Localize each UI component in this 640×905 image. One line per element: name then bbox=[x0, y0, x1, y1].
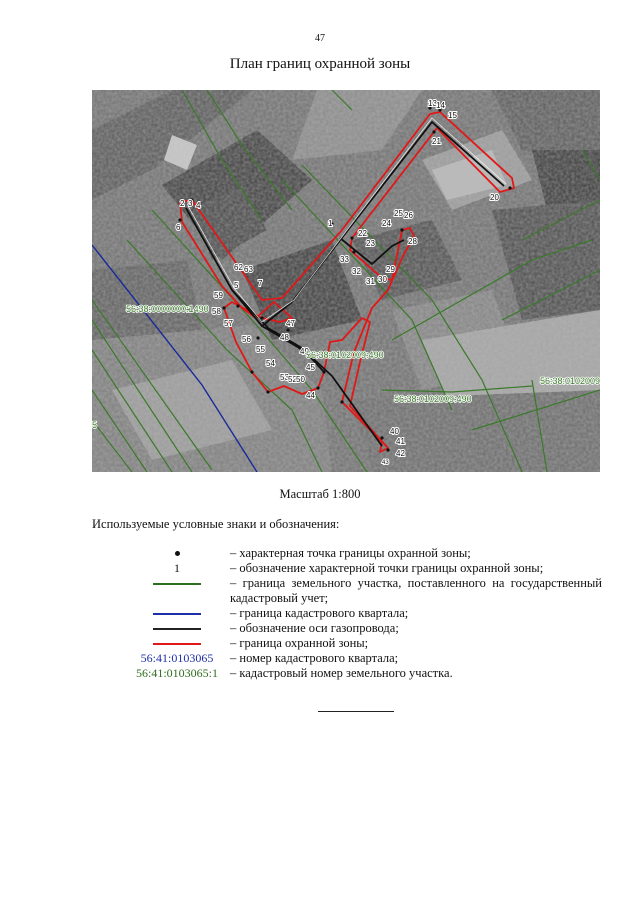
cadastral-label-1: 56:38:0000000:1490 bbox=[126, 304, 209, 314]
point-label-43: 43 bbox=[382, 460, 389, 466]
legend-text: – номер кадастрового квартала; bbox=[230, 651, 399, 665]
point-label-41: 41 bbox=[396, 437, 405, 446]
block-number-symbol: 56:41:0103065 bbox=[140, 651, 214, 665]
legend-row-pipeline-axis bbox=[92, 621, 602, 636]
parcel-number-symbol: 56:41:0103065:1 bbox=[135, 666, 218, 680]
point-label-63: 63 bbox=[244, 265, 253, 274]
legend-text: – граница земельного участка, поставленного на государственный кадастровый учет; bbox=[230, 576, 602, 605]
black-line-icon bbox=[112, 621, 242, 636]
cadastral-label-2: 56:38:0102009:490 bbox=[306, 350, 384, 360]
point-label-25: 25 bbox=[394, 209, 403, 218]
point-label-56: 56 bbox=[242, 335, 251, 344]
point-label-50: 50 bbox=[296, 375, 305, 384]
point-label-6: 6 bbox=[176, 223, 181, 232]
point-label-24: 24 bbox=[382, 219, 391, 228]
point-label-33: 33 bbox=[340, 255, 349, 264]
cadastral-label-5: 5 bbox=[92, 420, 98, 430]
map-image bbox=[92, 90, 600, 472]
point-label-29: 29 bbox=[386, 265, 395, 274]
point-label-58: 58 bbox=[212, 307, 221, 316]
point-label-54: 54 bbox=[266, 359, 275, 368]
cadastral-label-4: 56:38:0102009 bbox=[540, 376, 600, 386]
point-label-15: 15 bbox=[448, 111, 457, 120]
legend-text: – граница охранной зоны; bbox=[230, 636, 369, 650]
point-label-31: 31 bbox=[366, 277, 375, 286]
point-label-1: 1 bbox=[328, 219, 333, 228]
point-label-28: 28 bbox=[408, 237, 417, 246]
point-label-23: 23 bbox=[366, 239, 375, 248]
legend-text: – характерная точка границы охранной зоны; bbox=[230, 546, 471, 560]
point-label-53: 53 bbox=[280, 373, 289, 382]
point-label-7: 7 bbox=[258, 279, 263, 288]
point-label-13: 13 bbox=[428, 99, 437, 108]
point-label-4: 4 bbox=[196, 201, 201, 210]
point-label-40: 40 bbox=[390, 427, 399, 436]
aerial-background bbox=[92, 90, 600, 472]
point-label-14: 14 bbox=[436, 101, 445, 110]
point-label-59: 59 bbox=[214, 291, 223, 300]
point-label-20: 20 bbox=[490, 193, 499, 202]
page-title: План границ охранной зоны bbox=[229, 56, 411, 72]
red-line-icon bbox=[112, 636, 242, 651]
legend-text: – граница кадастрового квартала; bbox=[230, 606, 409, 620]
point-label-52: 52 bbox=[288, 375, 297, 384]
point-label-44: 44 bbox=[306, 391, 315, 400]
legend-row-block-number bbox=[92, 651, 602, 666]
legend-row-block-boundary bbox=[92, 606, 602, 621]
point-label-47: 47 bbox=[286, 319, 295, 328]
point-label-3: 3 bbox=[188, 199, 193, 208]
point-label-57: 57 bbox=[224, 319, 233, 328]
cadastral-label-3: 56:38:0102009:490 bbox=[394, 394, 472, 404]
legend-text: – кадастровый номер земельного участка. bbox=[230, 666, 453, 680]
legend-row-parcel-boundary bbox=[92, 576, 602, 606]
legend bbox=[92, 546, 602, 681]
point-label-48: 48 bbox=[280, 333, 289, 342]
point-label-49: 49 bbox=[300, 347, 309, 356]
legend-text: – обозначение оси газопровода; bbox=[230, 621, 399, 635]
point-label-22: 22 bbox=[358, 229, 367, 238]
legend-row-zone-boundary bbox=[92, 636, 602, 651]
point-label-62: 62 bbox=[234, 263, 243, 272]
point-label-5: 5 bbox=[234, 281, 239, 290]
map-scale: Масштаб 1:800 bbox=[279, 487, 361, 501]
point-label-32: 32 bbox=[352, 267, 361, 276]
point-label-55: 55 bbox=[256, 345, 265, 354]
page-number: 47 bbox=[315, 33, 325, 44]
point-label-26: 26 bbox=[404, 211, 413, 220]
point-number-symbol: 1 bbox=[174, 561, 180, 575]
legend-heading: Используемые условные знаки и обозначения: bbox=[92, 517, 340, 531]
point-label-42: 42 bbox=[396, 449, 405, 458]
green-line-icon bbox=[112, 576, 242, 591]
legend-row-point-label bbox=[92, 561, 602, 576]
point-symbol-icon bbox=[112, 546, 242, 561]
point-label-2: 2 bbox=[180, 199, 185, 208]
point-label-45: 45 bbox=[306, 363, 315, 372]
legend-row-point bbox=[92, 546, 602, 561]
closing-divider bbox=[318, 711, 394, 712]
blue-line-icon bbox=[112, 606, 242, 621]
point-label-30: 30 bbox=[378, 275, 387, 284]
legend-text: – обозначение характерной точки границы охранной зоны; bbox=[230, 561, 544, 575]
point-label-21: 21 bbox=[432, 137, 441, 146]
legend-row-parcel-number bbox=[92, 666, 602, 681]
